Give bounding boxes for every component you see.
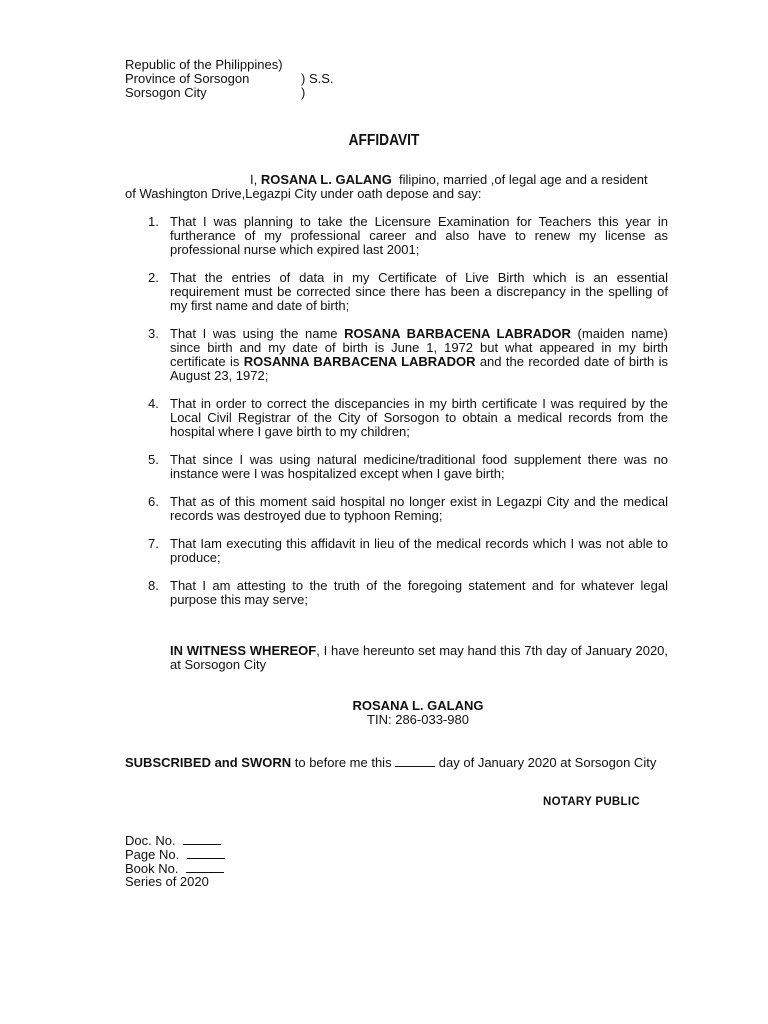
statement-text-part3: and the recorded date of birth is August 23, 1972;: [170, 354, 668, 383]
statement-item-5: [148, 453, 668, 481]
series-row: Series of 2020: [125, 874, 209, 889]
statement-item-7: [148, 537, 668, 565]
statement-number: 1.: [148, 214, 159, 229]
jurat-text-1: to before me this: [291, 755, 396, 770]
statement-text: That I was planning to take the Licensure Examination for Teachers this year in furtherance of my professional career and also have to renew my license as professional nurse which expired last 2001;: [170, 214, 668, 257]
doc-no-label: Doc. No.: [125, 833, 176, 848]
statement-item-3: [148, 327, 668, 383]
witness-paragraph: [170, 644, 668, 672]
intro-line1-rest: filipino, married ,of legal age and a resident: [391, 172, 648, 187]
book-no-blank: [186, 861, 224, 873]
venue-ss: ) S.S.: [301, 71, 334, 86]
witness-text: , I have hereunto set may hand this 7th day of January 2020, at Sorsogon City: [170, 643, 669, 672]
statement-number: 2.: [148, 270, 159, 285]
statement-number: 8.: [148, 578, 159, 593]
affiant-tin: TIN: 286-033-980: [367, 712, 469, 727]
jurat-heading: SUBSCRIBED and SWORN: [125, 755, 292, 770]
page-no-row: [125, 847, 225, 861]
day-blank: [395, 755, 435, 767]
statement-number: 4.: [148, 396, 159, 411]
statement-list: [148, 215, 668, 607]
affiant-block: [0, 699, 768, 727]
statement-text: That in order to correct the discepancies in my birth certificate I was required by the Local Civil Registrar of the City of Sorsogon to obtain a medical records from the hospital where I gave birth to my children;: [170, 396, 668, 439]
intro-line-2: of Washington Drive,Legazpi City under oath depose and say:: [125, 186, 482, 201]
statement-item-8: [148, 579, 668, 607]
statement-text: That since I was using natural medicine/traditional food supplement there was no instance were I was hospitalized except when I gave birth;: [170, 452, 668, 481]
statement-number: 6.: [148, 494, 159, 509]
venue-block: [125, 58, 334, 100]
venue-line-republic: Republic of the Philippines): [125, 57, 283, 72]
affiant-name: ROSANA L. GALANG: [352, 698, 484, 713]
intro-line-1: [125, 173, 715, 187]
statement-number: 3.: [148, 326, 159, 341]
affiant-name-intro: ROSANA L. GALANG: [260, 172, 392, 187]
venue-city-paren: ): [301, 85, 306, 100]
statement-item-1: [148, 215, 668, 257]
venue-line-city: [125, 86, 334, 100]
notary-public-label: NOTARY PUBLIC: [543, 796, 640, 808]
intro-paragraph: [125, 173, 715, 201]
jurat-paragraph: [125, 755, 668, 770]
book-no-row: [125, 861, 225, 875]
doc-no-blank: [183, 833, 221, 845]
statement-item-6: [148, 495, 668, 523]
witness-heading: IN WITNESS WHEREOF: [170, 643, 317, 658]
venue-province: Province of Sorsogon: [125, 71, 250, 86]
statement-text-part2: (maiden name) since birth and my date of birth is June 1, 1972 but what appeared in my birth certificate is: [170, 326, 668, 369]
document-title: AFFIDAVIT: [348, 132, 420, 149]
statement-text: That the entries of data in my Certificate of Live Birth which is an essential requirement must be corrected since there has been a discrepancy in the spelling of my first name and date of birth;: [170, 270, 668, 313]
statement-number: 7.: [148, 536, 159, 551]
jurat-text-2: day of January 2020 at Sorsogon City: [435, 755, 657, 770]
venue-city: Sorsogon City: [125, 85, 207, 100]
venue-line-province: [125, 72, 334, 86]
statement-text: That I am attesting to the truth of the foregoing statement and for whatever legal purpose this may serve;: [170, 578, 668, 607]
statement-number: 5.: [148, 452, 159, 467]
statement-text-part1: That I was using the name: [170, 326, 345, 341]
page-no-label: Page No.: [125, 847, 180, 862]
statement-text: That Iam executing this affidavit in lieu of the medical records which I was not able to produce;: [170, 536, 668, 565]
intro-prefix: I,: [250, 172, 261, 187]
doc-no-row: [125, 833, 225, 847]
birth-cert-name: ROSANNA BARBACENA LABRADOR: [243, 354, 476, 369]
statement-item-4: [148, 397, 668, 439]
page-no-blank: [187, 847, 225, 859]
book-no-label: Book No.: [125, 861, 179, 876]
notarial-register-block: [125, 833, 225, 889]
statement-item-2: [148, 271, 668, 313]
maiden-name: ROSANA BARBACENA LABRADOR: [344, 326, 571, 341]
statement-text: That as of this moment said hospital no longer exist in Legazpi City and the medical records was destroyed due to typhoon Reming;: [170, 494, 668, 523]
